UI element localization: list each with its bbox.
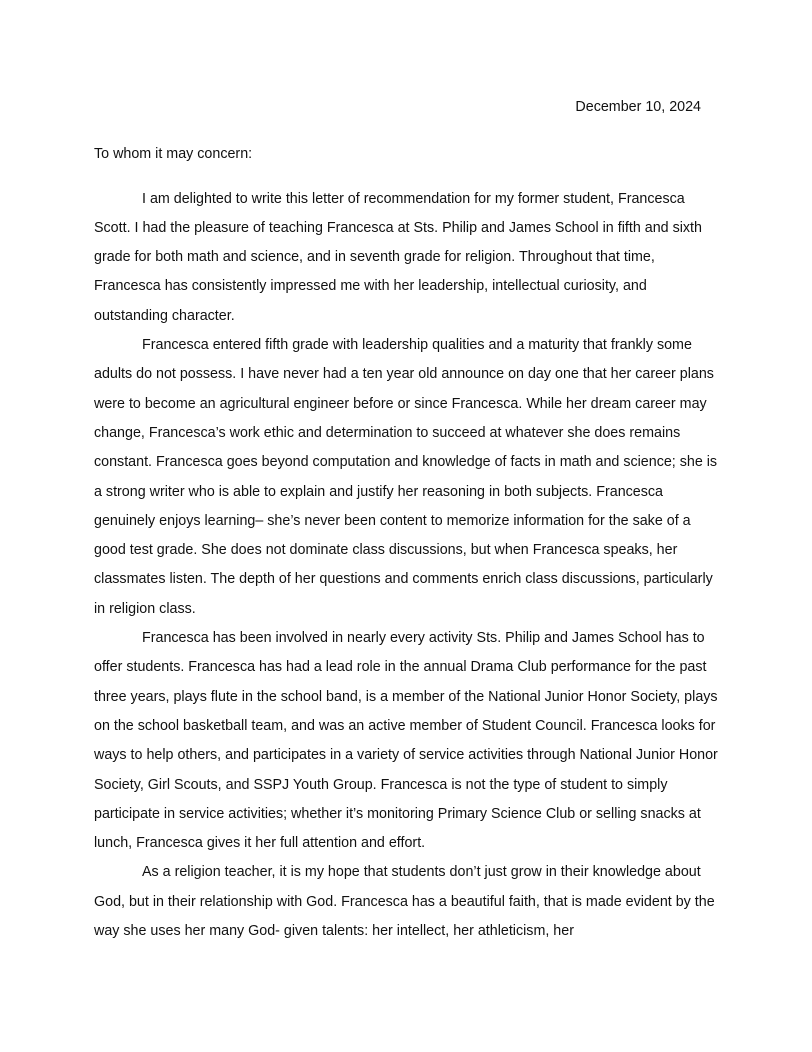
letter-date: December 10, 2024 <box>575 99 701 115</box>
paragraph-activities: Francesca has been involved in nearly every activity Sts. Philip and James School has to offer students. Francesca has had a lead role in the annual Drama Club performance for the past three years, plays flute in the school band, is a member of the National Junior Honor Society, plays on the school basketball team, and was an active member of Student Council. Francesca looks for ways to help others, and participates in a variety of service activities through National Junior Honor Society, Girl Scouts, and SSPJ Youth Group. Francesca is not the type of student to simply participate in service activities; whether it’s monitoring Primary Science Club or selling snacks at lunch, Francesca gives it her full attention and effort. <box>94 630 718 852</box>
paragraph-character: Francesca entered fifth grade with leadership qualities and a maturity that frankly some adults do not possess. I have never had a ten year old announce on day one that her career plans were to become an agricultural engineer before or since Francesca. While her dream career may change, Francesca’s work ethic and determination to succeed at whatever she does remains constant. Francesca goes beyond computation and knowledge of facts in math and science; she is a strong writer who is able to explain and justify her reasoning in both subjects. Francesca genuinely enjoys learning– she’s never been content to memorize information for the sake of a good test grade. She does not dominate class discussions, but when Francesca speaks, her classmates listen. The depth of her questions and comments enrich class discussions, particularly in religion class. <box>94 337 718 617</box>
paragraph-introduction: I am delighted to write this letter of recommendation for my former student, Francesca Scott. I had the pleasure of teaching Francesca at Sts. Philip and James School in fifth and sixth grade for both math and science, and in seventh grade for religion. Throughout that time, Francesca has consistently impressed me with her leadership, intellectual curiosity, and outstanding character. <box>94 190 702 324</box>
paragraph-faith: As a religion teacher, it is my hope that students don’t just grow in their knowledge about God, but in their relationship with God. Francesca has a beautiful faith, that is made evident by the way she uses her many God- given talents: her intellect, her athleticism, her <box>94 864 715 940</box>
letter-salutation: To whom it may concern: <box>94 146 253 163</box>
letter-body <box>94 93 720 946</box>
